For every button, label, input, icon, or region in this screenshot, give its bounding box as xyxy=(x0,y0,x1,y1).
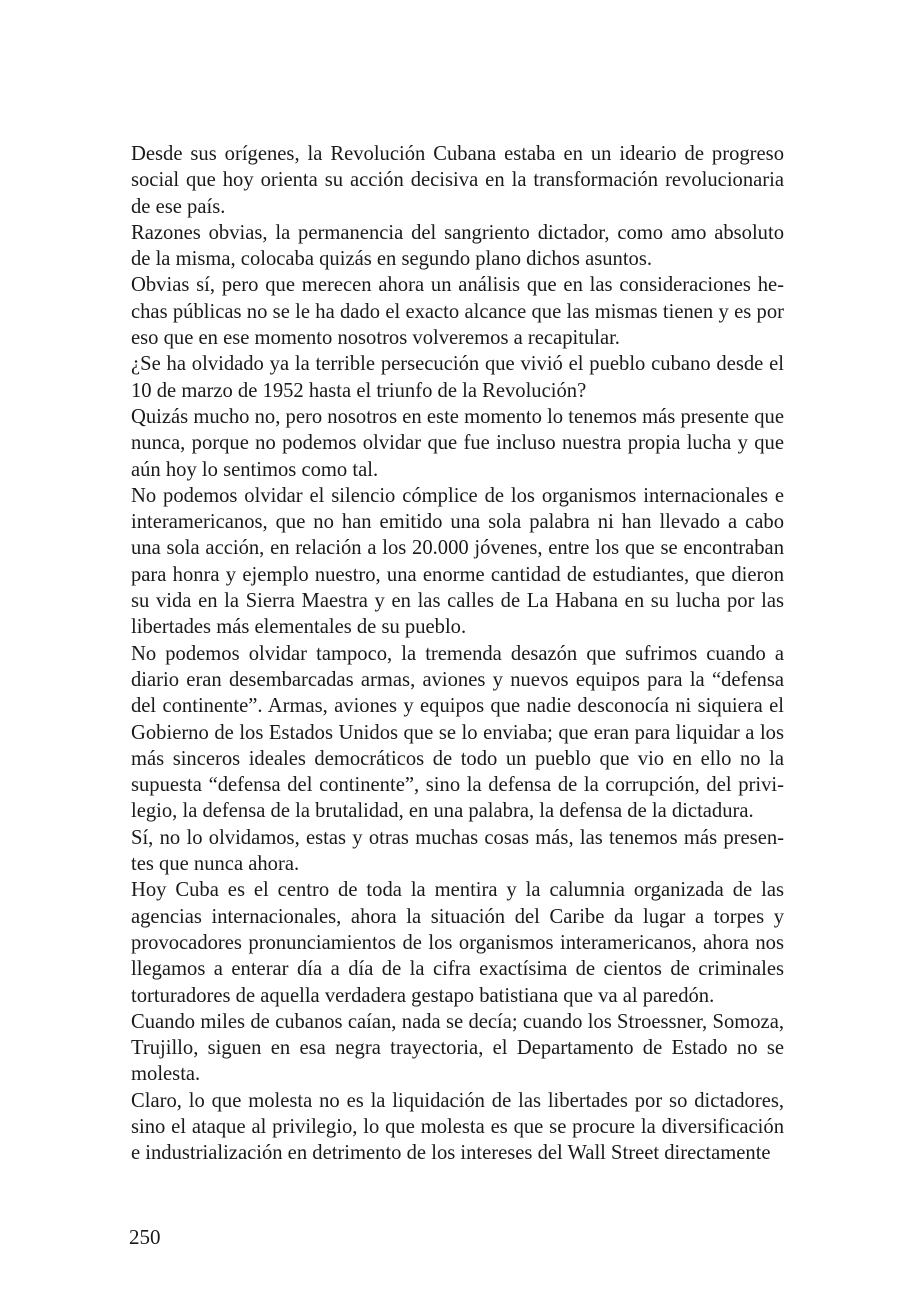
paragraph-11: Claro, lo que molesta no es la liquidación de las libertades por so dictadores, sino el ataque al privilegio, lo que molesta es que se procure la diversificación e industrialización en detrimento de los intereses del Wall Street directamente xyxy=(131,1089,784,1165)
paragraph-6: No podemos olvidar el silencio cómplice de los organismos internacionales e interamericanos, que no han emitido una sola palabra ni han llevado a cabo una sola acción, en relación a los 20.000 jóvenes, entre los que se encontraban para honra y ejemplo nuestro, una enorme cantidad de estudiantes, que dieron su vida en la Sierra Maestra y en las calles de La Habana en su lucha por las libertades más elementales de su pueblo. xyxy=(131,484,784,639)
body-text xyxy=(131,141,784,1167)
paragraph-8: Sí, no lo olvidamos, estas y otras muchas cosas más, las tenemos más presentes que nunca ahora. xyxy=(131,826,784,876)
paragraph-10: Cuando miles de cubanos caían, nada se decía; cuando los Stroessner, Somoza, Trujillo, siguen en esa negra trayectoria, el Departamento de Estado no se molesta. xyxy=(131,1010,784,1086)
page-number: 250 xyxy=(129,1225,161,1249)
paragraph-3: Obvias sí, pero que merecen ahora un análisis que en las consideraciones hechas públicas no se le ha dado el exacto alcance que las mismas tienen y es por eso que en ese momento nosotros volveremos a recapitular. xyxy=(131,274,784,350)
paragraph-1: Desde sus orígenes, la Revolución Cubana estaba en un ideario de progreso social que hoy orienta su acción decisiva en la transformación revolucionaria de ese país. xyxy=(131,143,784,218)
paragraph-5: Quizás mucho no, pero nosotros en este momento lo tenemos más presente que nunca, porque no podemos olvidar que fue incluso nuestra propia lucha y que aún hoy lo sentimos como tal. xyxy=(131,405,784,481)
paragraph-9: Hoy Cuba es el centro de toda la mentira y la calumnia organizada de las agencias internacionales, ahora la situación del Caribe da lugar a torpes y provocadores pronunciamientos de los organismos interamericanos, ahora nos llegamos a enterar día a día de la cifra exactísima de cientos de criminales torturadores de aquella verdadera gestapo batistiana que va al paredón. xyxy=(131,879,784,1007)
paragraph-7: No podemos olvidar tampoco, la tremenda desazón que sufrimos cuando a diario eran desembarcadas armas, aviones y nuevos equipos para la “defensa del continente”. Armas, aviones y equipos que nadie desconocía ni siquiera el Gobierno de los Estados Unidos que se lo enviaba; que eran para liquidar a los más sinceros ideales democráticos de todo un pueblo que vio en ello no la supuesta “defensa del continente”, sino la defensa de la corrupción, del privilegio, la defensa de la brutalidad, en una palabra, la defensa de la dictadura. xyxy=(131,642,784,823)
paragraph-2: Razones obvias, la permanencia del sangriento dictador, como amo absoluto de la misma, colocaba quizás en segundo plano dichos asuntos. xyxy=(131,221,784,271)
paragraph-4: ¿Se ha olvidado ya la terrible persecución que vivió el pueblo cubano desde el 10 de marzo de 1952 hasta el triunfo de la Revolución? xyxy=(131,353,784,402)
